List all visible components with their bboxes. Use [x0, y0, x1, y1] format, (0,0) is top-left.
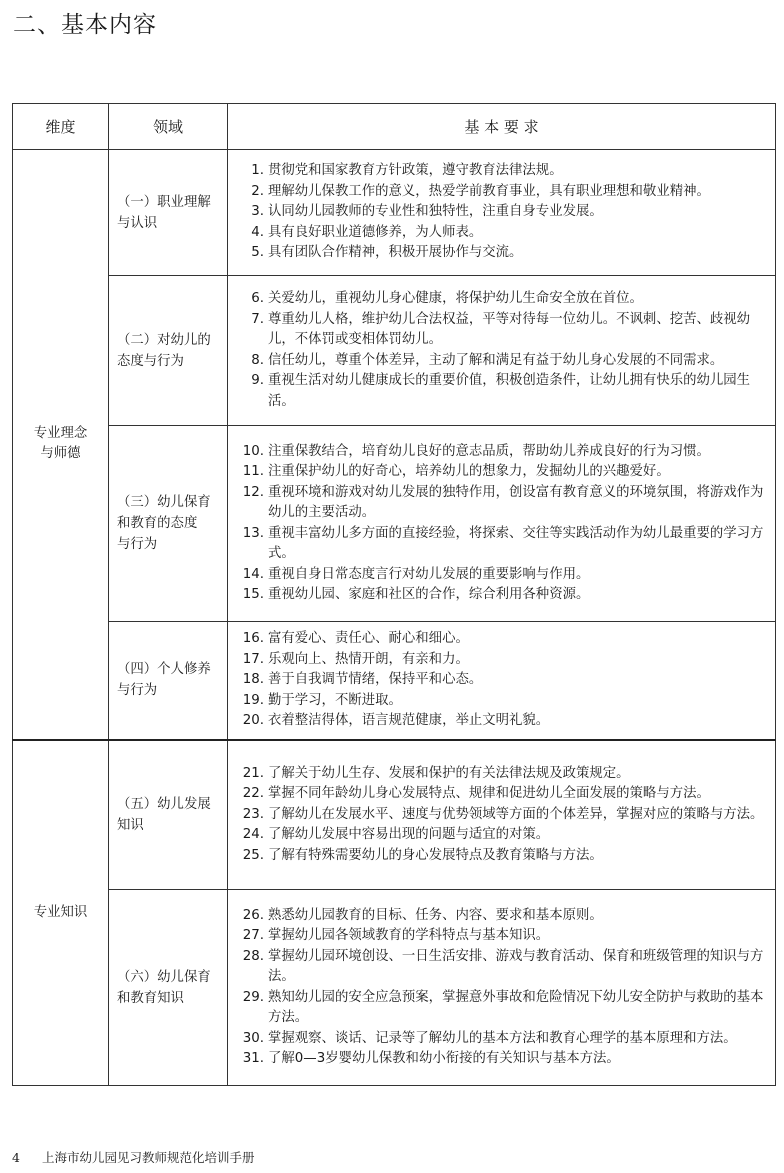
requirement-text: 认同幼儿园教师的专业性和独特性，注重自身专业发展。	[268, 204, 603, 220]
requirement-number: 29.	[242, 989, 264, 1005]
requirements-table	[12, 103, 776, 1086]
requirement-item	[236, 1049, 765, 1070]
requirement-item	[236, 565, 765, 586]
field-label-line: （四）个人修养	[117, 662, 211, 678]
requirement-item	[236, 926, 765, 947]
requirement-item	[236, 784, 765, 805]
requirements-cell	[228, 622, 776, 740]
dimension-cell	[13, 150, 109, 740]
requirement-item	[236, 483, 765, 524]
requirement-text: 勤于学习，不断进取。	[268, 692, 402, 708]
dimension-label-line: 专业知识	[33, 904, 88, 920]
requirement-item	[236, 351, 765, 372]
requirement-number: 21.	[242, 765, 264, 781]
requirement-number: 14.	[242, 566, 264, 582]
requirement-text: 关爱幼儿，重视幼儿身心健康，将保护幼儿生命安全放在首位。	[268, 291, 643, 306]
requirement-number: 11.	[242, 464, 264, 479]
requirement-item	[236, 764, 765, 785]
field-label-line: 态度与行为	[117, 353, 184, 369]
requirement-text: 注重保护幼儿的好奇心，培养幼儿的想象力，发掘幼儿的兴趣爱好。	[268, 464, 670, 479]
header-field: 领域	[109, 104, 228, 150]
field-cell	[109, 740, 228, 890]
requirement-item	[236, 182, 765, 203]
requirement-number: 5.	[251, 245, 264, 261]
field-cell	[109, 890, 228, 1086]
requirement-text: 熟悉幼儿园教育的目标、任务、内容、要求和基本原则。	[268, 907, 603, 923]
requirement-item	[236, 1029, 765, 1050]
requirement-text: 了解幼儿在发展水平、速度与优势领域等方面的个体差异，掌握对应的策略与方法。	[268, 806, 764, 822]
requirement-number: 4.	[251, 224, 264, 240]
requirement-text: 具有团队合作精神，积极开展协作与交流。	[268, 245, 523, 261]
requirements-cell	[228, 150, 776, 276]
requirement-text: 掌握不同年龄幼儿身心发展特点、规律和促进幼儿全面发展的策略与方法。	[268, 786, 710, 801]
requirement-text: 重视自身日常态度言行对幼儿发展的重要影响与作用。	[268, 566, 590, 582]
requirement-item	[236, 947, 765, 988]
requirement-number: 26.	[242, 907, 264, 923]
requirement-item	[236, 805, 765, 826]
requirement-item	[236, 223, 765, 244]
requirement-number: 6.	[251, 291, 264, 306]
field-label-line: （六）幼儿保育	[117, 969, 211, 985]
requirement-number: 25.	[242, 847, 264, 863]
requirement-text: 了解0—3岁婴幼儿保教和幼小衔接的有关知识与基本方法。	[268, 1051, 620, 1066]
requirement-item	[236, 650, 765, 671]
header-requirements: 基 本 要 求	[228, 104, 776, 150]
requirement-item	[236, 289, 765, 310]
field-cell	[109, 622, 228, 740]
requirement-text: 掌握幼儿园各领域教育的学科特点与基本知识。	[268, 928, 550, 943]
field-label-line: 与认识	[117, 215, 158, 231]
requirement-number: 31.	[242, 1051, 264, 1066]
requirement-item	[236, 711, 765, 732]
requirement-text: 掌握幼儿园环境创设、一日生活安排、游戏与教育活动、保育和班级管理的知识与方法。	[268, 948, 764, 984]
requirement-number: 18.	[242, 672, 264, 687]
requirement-number: 17.	[242, 651, 264, 667]
requirement-text: 了解有特殊需要幼儿的身心发展特点及教育策略与方法。	[268, 847, 603, 863]
header-dimension: 维度	[13, 104, 109, 150]
page-number: 4	[12, 1150, 20, 1165]
requirement-text: 了解幼儿发展中容易出现的问题与适宜的对策。	[268, 827, 550, 842]
requirement-item	[236, 161, 765, 182]
requirement-item	[236, 202, 765, 223]
requirement-text: 掌握观察、谈话、记录等了解幼儿的基本方法和教育心理学的基本原理和方法。	[268, 1030, 737, 1046]
requirement-number: 8.	[251, 352, 264, 368]
requirement-item	[236, 629, 765, 650]
requirement-item	[236, 462, 765, 483]
requirement-text: 信任幼儿，尊重个体差异，主动了解和满足有益于幼儿身心发展的不同需求。	[268, 352, 724, 368]
requirement-number: 3.	[251, 204, 264, 220]
footer-text: 上海市幼儿园见习教师规范化培训手册	[41, 1150, 255, 1165]
requirement-item	[236, 243, 765, 264]
requirement-text: 理解幼儿保教工作的意义，热爱学前教育事业，具有职业理想和敬业精神。	[268, 183, 710, 199]
requirement-text: 了解关于幼儿生存、发展和保护的有关法律法规及政策规定。	[268, 765, 630, 781]
requirement-number: 10.	[242, 443, 264, 459]
requirement-number: 30.	[242, 1030, 264, 1046]
table-row	[13, 622, 776, 740]
requirement-item	[236, 906, 765, 927]
requirement-item	[236, 988, 765, 1029]
requirement-number: 13.	[242, 525, 264, 541]
requirement-number: 23.	[242, 806, 264, 822]
requirement-text: 富有爱心、责任心、耐心和细心。	[268, 631, 469, 646]
requirements-cell	[228, 276, 776, 426]
requirement-item	[236, 846, 765, 867]
requirement-number: 22.	[242, 786, 264, 801]
requirement-text: 善于自我调节情绪，保持平和心态。	[268, 672, 483, 687]
requirement-item	[236, 670, 765, 691]
requirement-item	[236, 585, 765, 606]
field-label-line: 知识	[117, 817, 144, 833]
dimension-label-line: 与师德	[40, 446, 81, 462]
requirement-number: 19.	[242, 692, 264, 708]
page-footer	[12, 1148, 254, 1166]
requirement-item	[236, 524, 765, 565]
requirement-number: 9.	[251, 373, 264, 388]
requirement-number: 27.	[242, 928, 264, 943]
requirement-number: 1.	[251, 163, 264, 179]
requirements-cell	[228, 426, 776, 622]
requirement-item	[236, 371, 765, 412]
dimension-label-line: 专业理念	[33, 426, 88, 442]
requirement-number: 7.	[251, 311, 264, 327]
field-label-line: （三）幼儿保育	[117, 495, 211, 510]
requirement-text: 重视幼儿园、家庭和社区的合作，综合利用各种资源。	[268, 587, 590, 602]
requirement-text: 重视环境和游戏对幼儿发展的独特作用，创设富有教育意义的环境氛围，将游戏作为幼儿的主要活动。	[268, 484, 764, 520]
table-header-row	[13, 104, 776, 150]
requirement-item	[236, 825, 765, 846]
section-title: 二、基本内容	[13, 12, 157, 38]
field-label-line: 与行为	[117, 537, 158, 552]
requirement-number: 2.	[251, 183, 264, 199]
requirement-item	[236, 442, 765, 463]
requirement-text: 注重保教结合，培育幼儿良好的意志品质，帮助幼儿养成良好的行为习惯。	[268, 443, 710, 459]
field-label-line: （二）对幼儿的	[117, 332, 211, 348]
requirement-text: 具有良好职业道德修养，为人师表。	[268, 224, 483, 240]
requirement-text: 尊重幼儿人格，维护幼儿合法权益，平等对待每一位幼儿。不讽刺、挖苦、歧视幼儿，不体罚或变相体罚幼儿。	[268, 311, 751, 347]
requirements-cell	[228, 740, 776, 890]
table-row	[13, 276, 776, 426]
requirement-text: 贯彻党和国家教育方针政策，遵守教育法律法规。	[268, 163, 563, 179]
requirement-item	[236, 691, 765, 712]
requirement-text: 重视丰富幼儿多方面的直接经验，将探索、交往等实践活动作为幼儿最重要的学习方式。	[268, 525, 764, 561]
requirement-number: 28.	[242, 948, 264, 964]
field-label-line: （一）职业理解	[117, 194, 211, 210]
requirement-number: 15.	[242, 587, 264, 602]
field-label-line: （五）幼儿发展	[117, 796, 211, 812]
table-row	[13, 740, 776, 890]
field-cell	[109, 150, 228, 276]
requirement-item	[236, 310, 765, 351]
requirement-text: 重视生活对幼儿健康成长的重要价值，积极创造条件，让幼儿拥有快乐的幼儿园生活。	[268, 373, 751, 409]
requirement-text: 衣着整洁得体，语言规范健康，举止文明礼貌。	[268, 713, 550, 728]
field-cell	[109, 426, 228, 622]
requirement-text: 熟知幼儿园的安全应急预案，掌握意外事故和危险情况下幼儿安全防护与救助的基本方法。	[268, 989, 764, 1025]
requirement-number: 20.	[242, 713, 264, 728]
requirement-number: 12.	[242, 484, 264, 500]
table-row	[13, 890, 776, 1086]
requirement-number: 16.	[242, 631, 264, 646]
field-label-line: 和教育知识	[117, 990, 184, 1006]
field-label-line: 和教育的态度	[117, 516, 198, 531]
field-label-line: 与行为	[117, 683, 158, 699]
requirement-text: 乐观向上、热情开朗，有亲和力。	[268, 651, 469, 667]
dimension-cell	[13, 740, 109, 1086]
table-row	[13, 150, 776, 276]
requirements-cell	[228, 890, 776, 1086]
table-row	[13, 426, 776, 622]
field-cell	[109, 276, 228, 426]
requirement-number: 24.	[242, 827, 264, 842]
